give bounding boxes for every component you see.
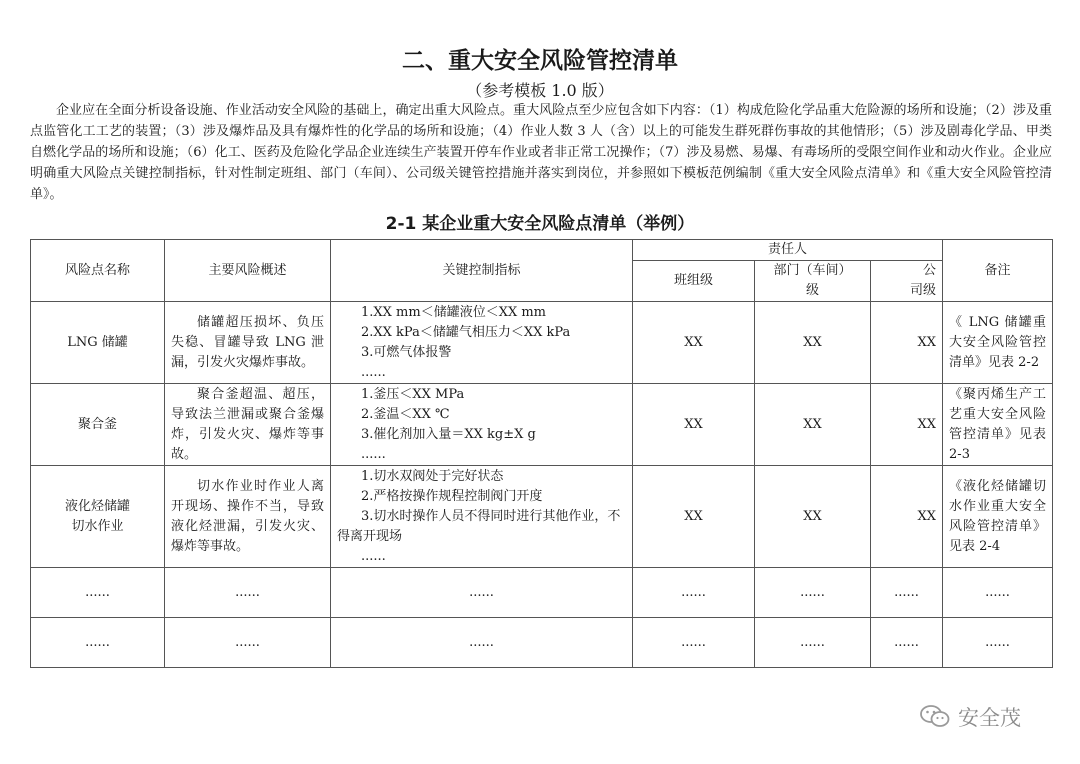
header-dept-line2: 级 — [805, 283, 819, 298]
cell-name — [31, 466, 165, 568]
cell-name-line1: 液化烃储罐 — [64, 498, 130, 514]
kpi-line: 3.切水时操作人员不得同时进行其他作业，不得离开现场 — [337, 508, 621, 544]
cell-kpi — [331, 466, 633, 568]
cell-company: ...... — [871, 568, 943, 618]
cell-kpi: ...... — [331, 568, 633, 618]
header-dept — [755, 261, 871, 302]
kpi-line: 1.切水双阀处于完好状态 — [361, 468, 504, 484]
cell-team: XX — [633, 302, 755, 384]
cell-remarks: ...... — [943, 568, 1053, 618]
cell-remarks: 《聚丙烯生产工艺重大安全风险管控清单》见表 2-3 — [943, 384, 1053, 466]
header-name: 风险点名称 — [31, 240, 165, 302]
cell-team: XX — [633, 466, 755, 568]
kpi-line: 2.釜温＜XX ℃ — [361, 406, 450, 422]
cell-name: ...... — [31, 618, 165, 668]
wechat-icon — [920, 704, 950, 730]
table-row — [31, 568, 1053, 618]
header-kpi: 关键控制指标 — [331, 240, 633, 302]
cell-overview: ...... — [165, 618, 331, 668]
header-dept-line1: 部门（车间） — [773, 263, 852, 278]
header-team: 班组级 — [633, 261, 755, 302]
header-row — [31, 240, 1053, 261]
kpi-line: 2.严格按操作规程控制阀门开度 — [361, 488, 543, 504]
risk-point-table — [30, 239, 1053, 668]
kpi-line: ...... — [361, 364, 386, 380]
cell-company: XX — [871, 466, 943, 568]
cell-kpi — [331, 384, 633, 466]
cell-company: ...... — [871, 618, 943, 668]
cell-company: XX — [871, 384, 943, 466]
cell-name-line2: 切水作业 — [71, 518, 124, 534]
cell-team: ...... — [633, 618, 755, 668]
cell-company: XX — [871, 302, 943, 384]
header-overview: 主要风险概述 — [165, 240, 331, 302]
cell-team: XX — [633, 384, 755, 466]
header-remarks: 备注 — [943, 240, 1053, 302]
cell-dept: ...... — [755, 618, 871, 668]
cell-kpi — [331, 302, 633, 384]
watermark — [920, 702, 1021, 732]
cell-dept: XX — [755, 302, 871, 384]
table-row — [31, 384, 1053, 466]
cell-dept: XX — [755, 466, 871, 568]
table-row — [31, 302, 1053, 384]
header-company-line2: 司级 — [910, 283, 937, 298]
cell-dept: ...... — [755, 568, 871, 618]
kpi-line: 3.催化剂加入量＝XX kg±X g — [361, 426, 536, 442]
kpi-line: ...... — [361, 548, 386, 564]
cell-team: ...... — [633, 568, 755, 618]
watermark-text: 安全茂 — [958, 706, 1021, 730]
cell-name: LNG 储罐 — [31, 302, 165, 384]
cell-remarks: ...... — [943, 618, 1053, 668]
page-subtitle: （参考模板 1.0 版） — [466, 81, 614, 100]
intro-paragraph: 企业应在全面分析设备设施、作业活动安全风险的基础上，确定出重大风险点。重大风险点至少应包含如下内容：（1）构成危险化学品重大危险源的场所和设施；（2）涉及重点监管化工工艺的装置；（3）涉及爆炸品及具有爆炸性的化学品的场所和设施；（4）作业人数 3 人（含）以上的可能发生群死群伤事故的其他情形；（5）涉及剧毒化学品、甲类自燃化学品的场所和设施；（6）化工、医药及危险化学品企业连续生产装置开停车作业或者非正常工况操作；（7）涉及易燃、易爆、有毒场所的受限空间作业和动火作业。企业应明确重大风险点关键控制指标，针对性制定班组、部门（车间）、公司级关键管控措施并落实到岗位，并参照如下模板范例编制《重大安全风险点清单》和《重大安全风险管控清单》。 — [30, 103, 1052, 202]
kpi-line: 1.釜压＜XX MPa — [361, 386, 465, 402]
cell-overview: 切水作业时作业人离开现场、操作不当，导致液化烃泄漏，引发火灾、爆炸等事故。 — [165, 466, 331, 568]
cell-overview: 聚合釜超温、超压，导致法兰泄漏或聚合釜爆炸，引发火灾、爆炸等事故。 — [165, 384, 331, 466]
cell-remarks: 《 LNG 储罐重大安全风险管控清单》见表 2-2 — [943, 302, 1053, 384]
cell-name: ...... — [31, 568, 165, 618]
cell-name: 聚合釜 — [31, 384, 165, 466]
header-responsible: 责任人 — [633, 240, 943, 261]
page-title: 二、重大安全风险管控清单 — [402, 48, 678, 74]
cell-kpi: ...... — [331, 618, 633, 668]
table-row — [31, 618, 1053, 668]
kpi-line: 2.XX kPa＜储罐气相压力＜XX kPa — [361, 324, 571, 340]
cell-overview: ...... — [165, 568, 331, 618]
kpi-line: ...... — [361, 446, 386, 462]
cell-dept: XX — [755, 384, 871, 466]
header-company — [871, 261, 943, 302]
kpi-line: 3.可燃气体报警 — [361, 344, 452, 360]
table-row — [31, 466, 1053, 568]
cell-remarks: 《液化烃储罐切水作业重大安全风险管控清单》见表 2-4 — [943, 466, 1053, 568]
table-title: 2-1 某企业重大安全风险点清单（举例） — [385, 214, 695, 234]
header-company-line1: 公 — [923, 263, 937, 278]
cell-overview: 储罐超压损坏、负压失稳、冒罐导致 LNG 泄漏，引发火灾爆炸事故。 — [165, 302, 331, 384]
kpi-line: 1.XX mm＜储罐液位＜XX mm — [361, 304, 546, 320]
